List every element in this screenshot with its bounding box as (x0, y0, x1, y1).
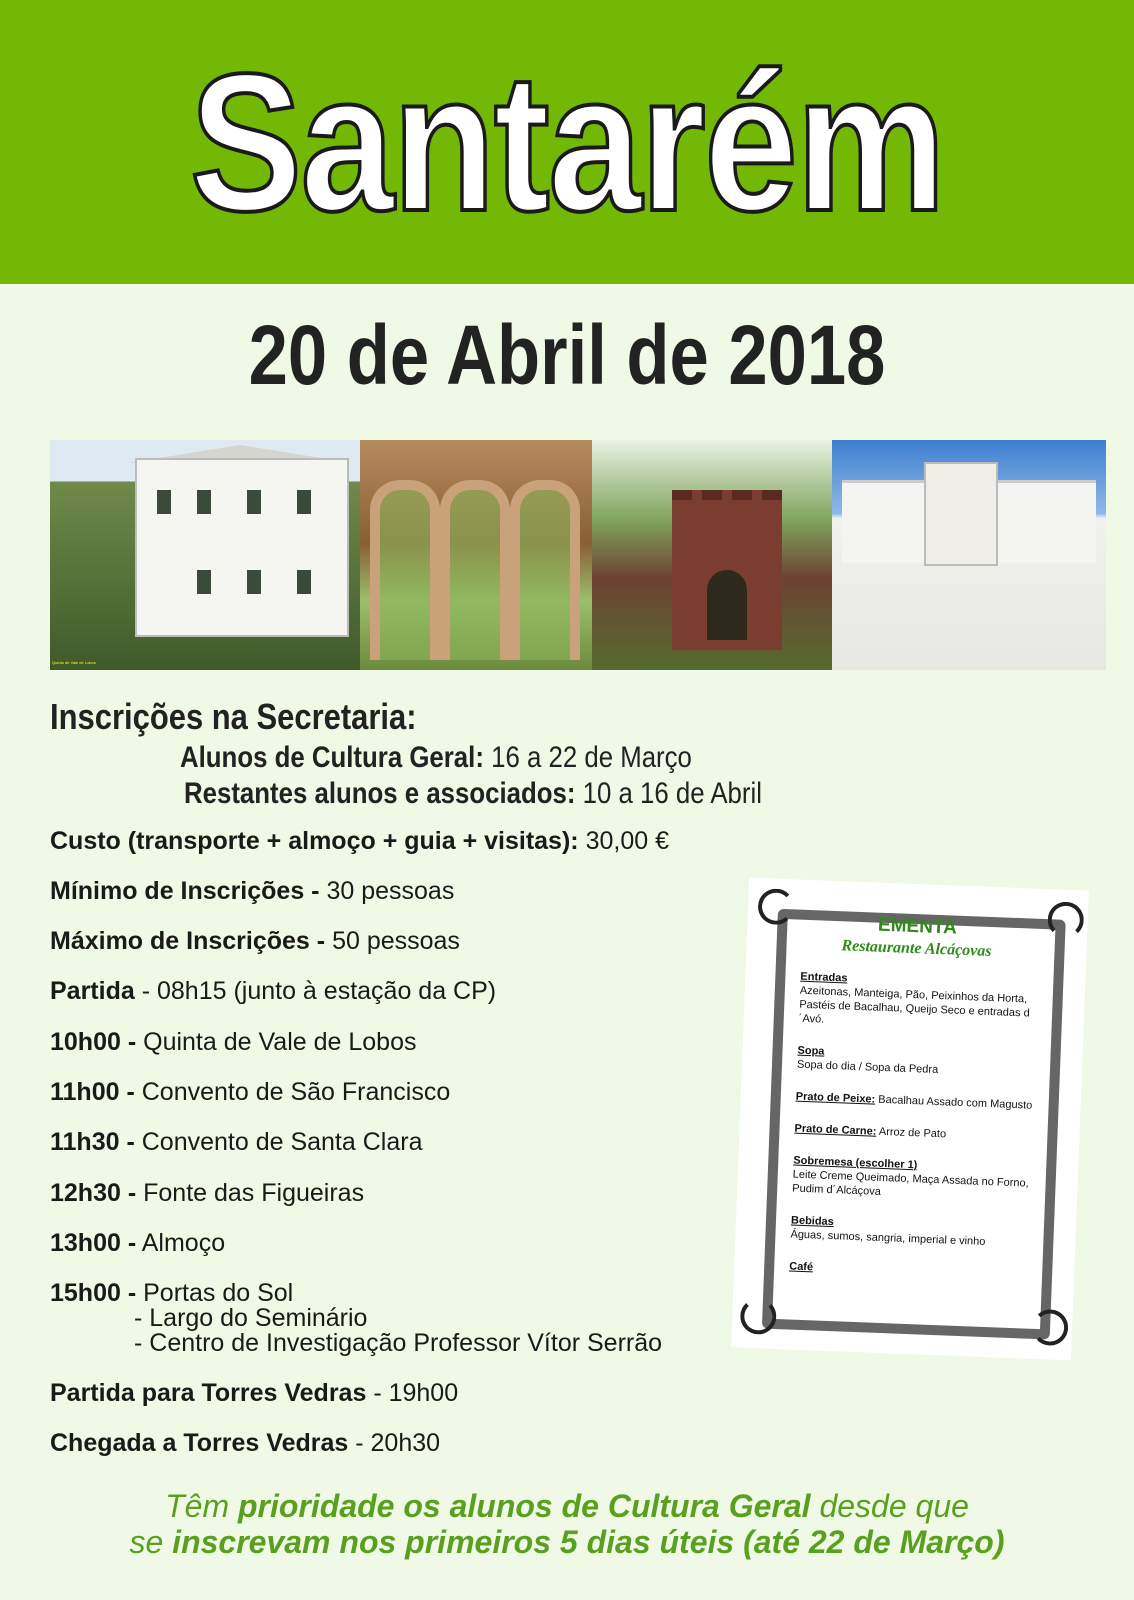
priority-note-line-1: Têm prioridade os alunos de Cultura Geral desde que (165, 1488, 969, 1524)
ornament-icon (740, 1298, 777, 1335)
schedule-item: 13h00 - Almoço (50, 1229, 226, 1257)
palace-facade-shape (924, 462, 998, 566)
menu-title: EMENTA (877, 914, 958, 939)
schedule-subitem: - Centro de Investigação Professor Vítor Serrão (134, 1329, 663, 1357)
schedule-item: 10h00 - Quinta de Vale de Lobos (50, 1028, 417, 1056)
menu-body (788, 970, 1040, 1301)
min-registrations-line: Mínimo de Inscrições - 30 pessoas (50, 877, 455, 905)
registration-heading: Inscrições na Secretaria: (50, 696, 417, 737)
return-arrival-line: Chegada a Torres Vedras - 20h30 (50, 1429, 441, 1457)
max-registrations-line: Máximo de Inscrições - 50 pessoas (50, 927, 460, 955)
photo-seminary (832, 440, 1106, 670)
menu-section: Café (789, 1260, 814, 1274)
menu-section: Sobremesa (escolher 1) Leite Creme Queimado, Maça Assada no Forno, Pudim d´Alcáçova (792, 1154, 1029, 1198)
priority-note (0, 1488, 1134, 1560)
house-shape (135, 458, 349, 637)
photo-cloister (360, 440, 592, 670)
schedule-item: 11h00 - Convento de São Francisco (50, 1078, 451, 1106)
photo-strip (50, 440, 1106, 670)
departure-line: Partida - 08h15 (junto à estação da CP) (50, 977, 497, 1005)
menu-section: Entradas Azeitonas, Manteiga, Pão, Peixinhos da Horta, Pastéis de Bacalhau, Queijo Seco e entradas d´Avó. (798, 970, 1030, 1026)
schedule-item: 11h30 - Convento de Santa Clara (50, 1128, 423, 1156)
cost-line: Custo (transporte + almoço + guia + visitas): 30,00 € (50, 827, 669, 855)
lunch-menu-card (731, 878, 1089, 1361)
page-title: Santarém (189, 33, 945, 252)
menu-section: Prato de Peixe: Bacalhau Assado com Magusto (795, 1090, 1033, 1112)
menu-section: Sopa Sopa do dia / Sopa da Pedra (796, 1044, 939, 1077)
photo-quinta (50, 440, 360, 670)
event-date: 20 de Abril de 2018 (248, 308, 886, 402)
schedule-item: 15h00 - Portas do Sol (50, 1279, 294, 1307)
registration-line: Restantes alunos e associados: 10 a 16 de Abril (184, 777, 762, 810)
photo-caption: Quinta de Vale de Lobos (52, 660, 96, 665)
priority-note-line-2: se inscrevam nos primeiros 5 dias úteis (até 22 de Março) (129, 1524, 1005, 1560)
menu-section: Prato de Carne: Arroz de Pato (794, 1122, 947, 1141)
schedule-item: 12h30 - Fonte das Figueiras (50, 1179, 365, 1207)
photo-fountain (592, 440, 832, 670)
schedule-subitem: - Largo do Seminário (134, 1304, 368, 1332)
ruin-arch-shape (707, 570, 747, 640)
menu-restaurant: Restaurante Alcáçovas (841, 937, 992, 960)
return-departure-line: Partida para Torres Vedras - 19h00 (50, 1379, 459, 1407)
registration-line: Alunos de Cultura Geral: 16 a 22 de Março (180, 741, 692, 774)
menu-section: Bebidas Águas, sumos, sangria, imperial e vinho (790, 1214, 986, 1248)
ornament-icon (1031, 1309, 1068, 1346)
title-banner (0, 0, 1134, 284)
